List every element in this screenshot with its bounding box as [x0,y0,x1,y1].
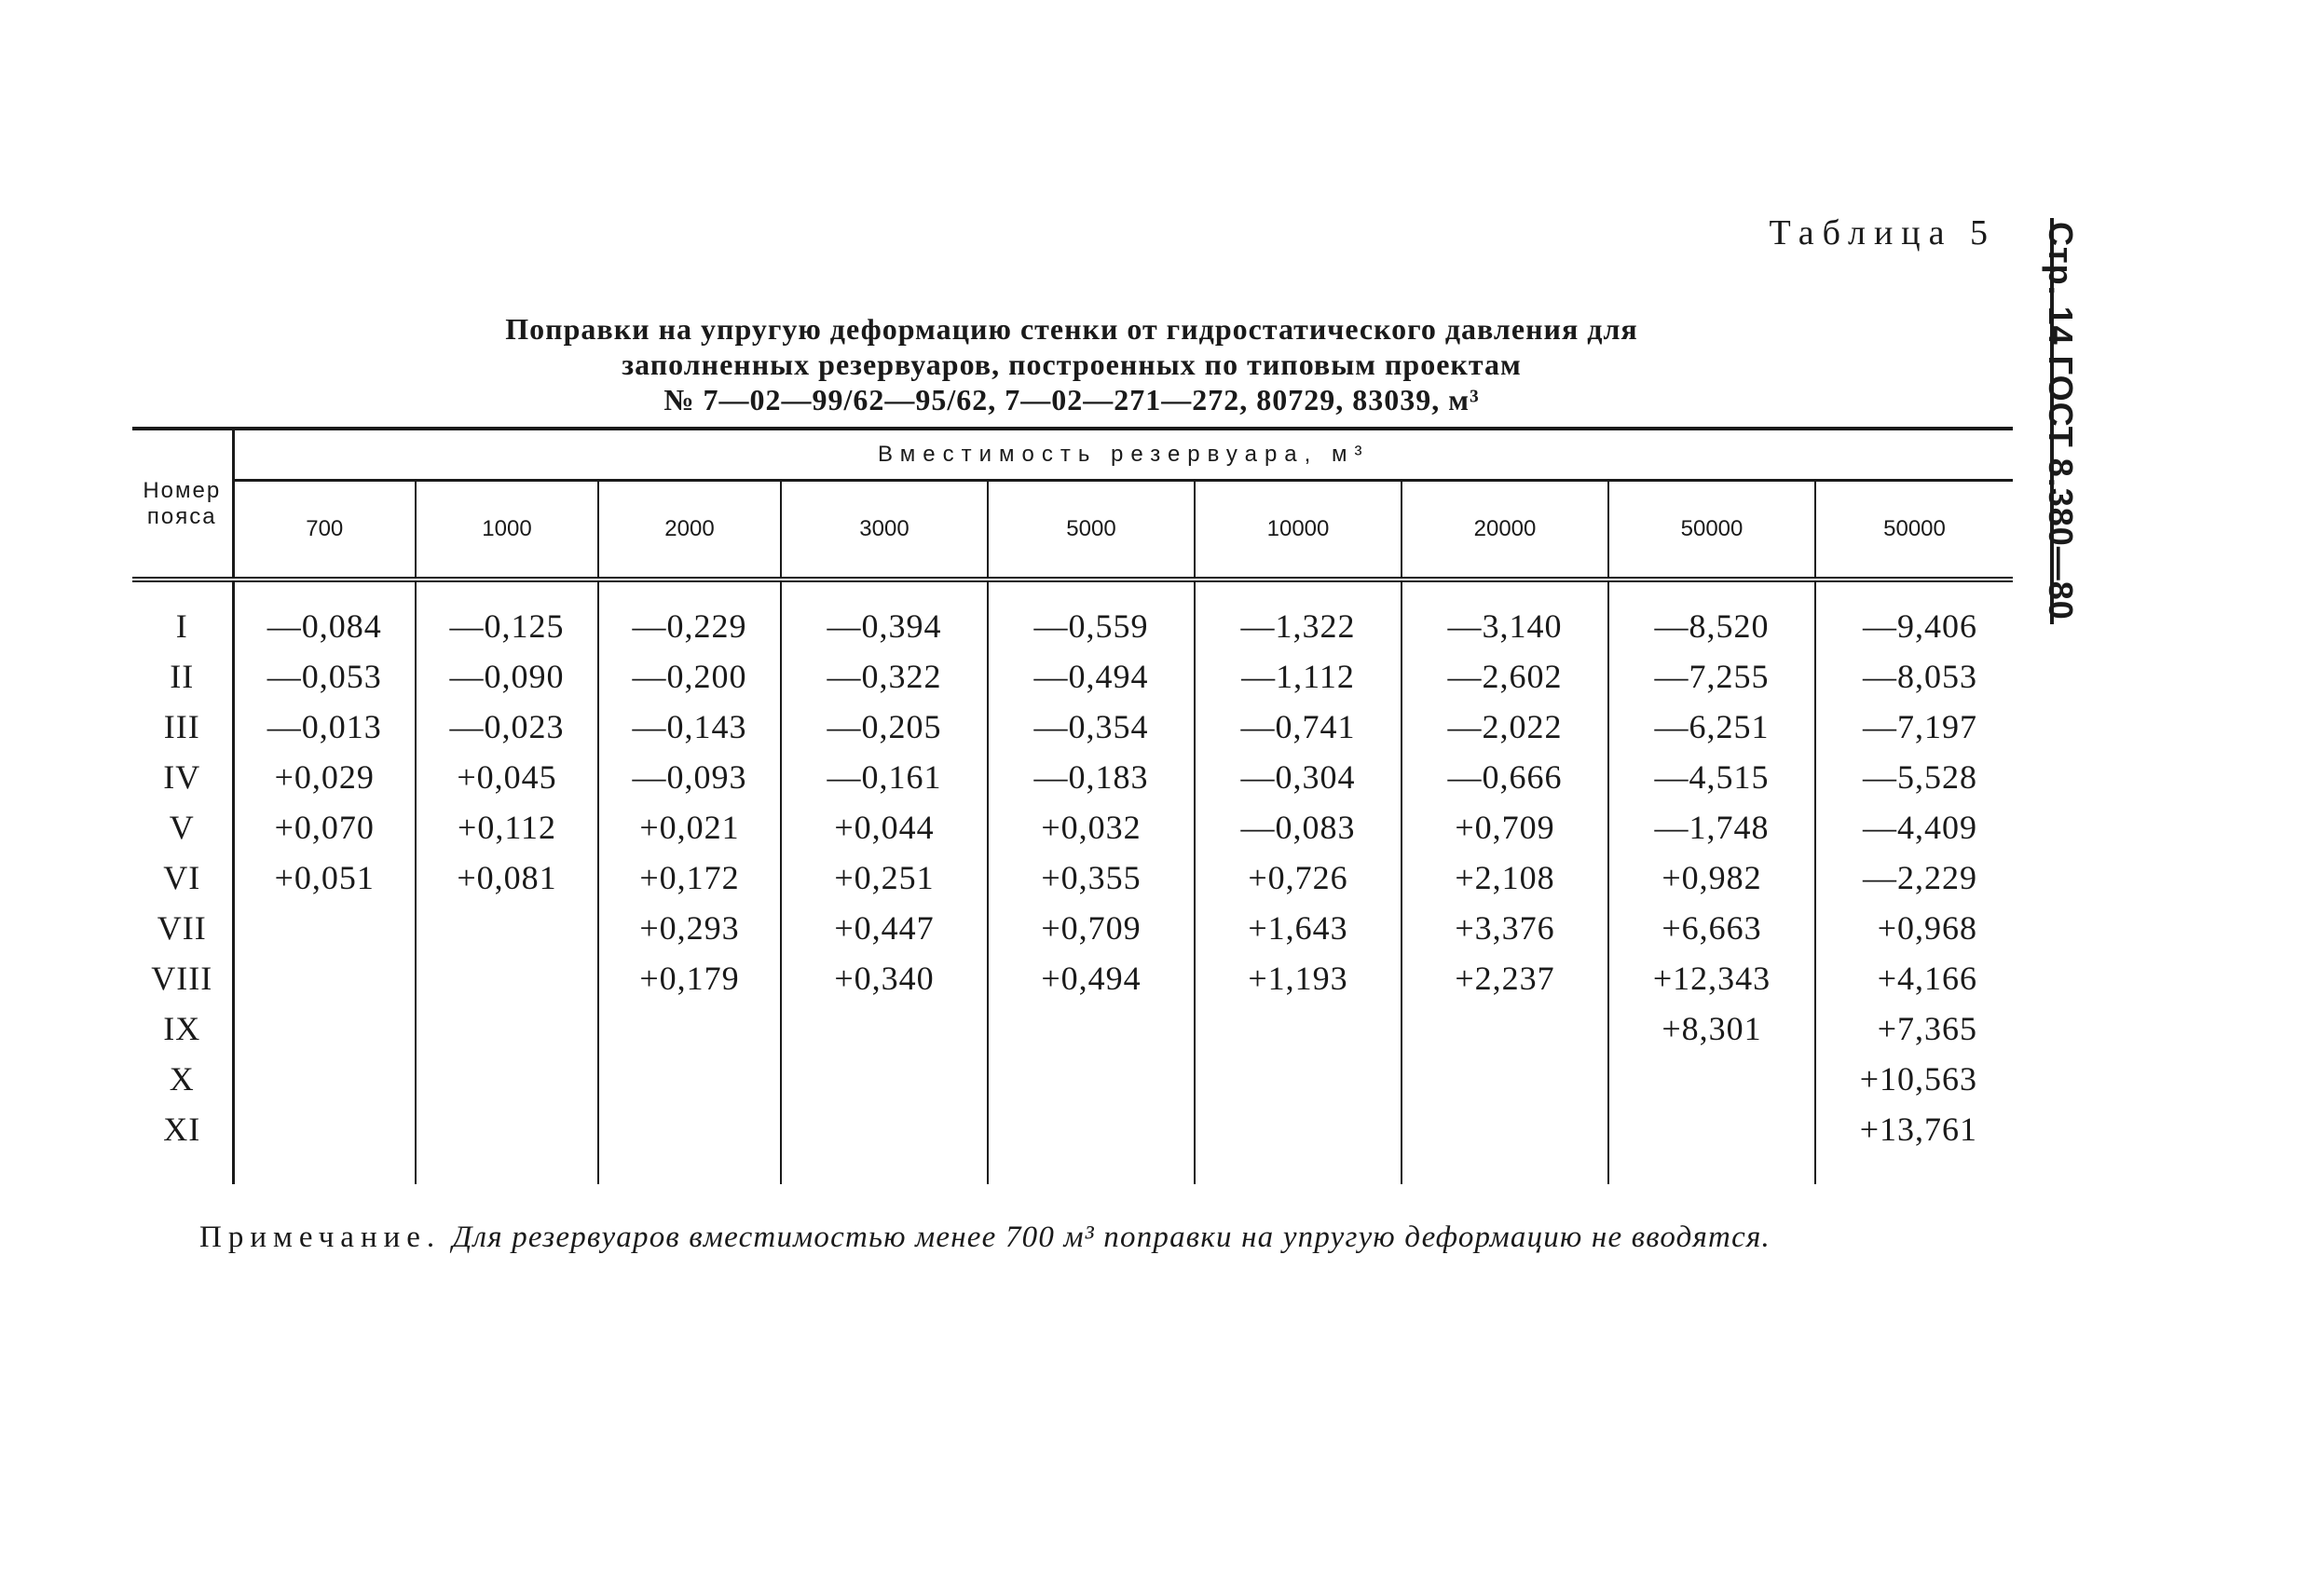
band-number: VI [132,853,233,903]
table-cell: —0,394 [781,601,988,651]
table-cell: —0,090 [416,651,598,702]
column-header: 3000 [781,481,988,580]
band-number: X [132,1054,233,1104]
table-label: Таблица 5 [1769,213,1996,252]
table-cell: —0,125 [416,601,598,651]
title-line-3: № 7—02—99/62—95/62, 7—02—271—272, 80729, 83039, м³ [663,383,1480,416]
table-cell: +0,081 [416,853,598,903]
table-cell [416,903,598,953]
table-cell [598,1003,781,1054]
table-body [132,580,2013,1184]
table-row [132,802,2013,853]
table-cell: —0,013 [233,702,416,752]
band-number: IV [132,752,233,802]
note-text: Для резервуаров вместимостью менее 700 м³ поправки на упругую деформацию не вводятся. [452,1221,1771,1254]
table-cell: +0,709 [988,903,1195,953]
table-cell [1402,1054,1608,1104]
table-cell: —1,748 [1608,802,1815,853]
column-header-row [132,481,2013,580]
tail-row [132,1154,2013,1184]
table-cell: —0,143 [598,702,781,752]
table-cell: —7,255 [1608,651,1815,702]
table-cell: +0,355 [988,853,1195,903]
table-cell: —7,197 [1815,702,2013,752]
table-cell: —0,354 [988,702,1195,752]
table-cell: —8,053 [1815,651,2013,702]
note-label: Примечание. [199,1221,442,1254]
table-cell [416,1003,598,1054]
table-cell: —2,602 [1402,651,1608,702]
table-cell [1195,1003,1402,1054]
table-cell: +0,172 [598,853,781,903]
table-cell: —1,112 [1195,651,1402,702]
table-cell: —2,229 [1815,853,2013,903]
table-cell: —0,083 [1195,802,1402,853]
band-number: VII [132,903,233,953]
table-cell: +8,301 [1608,1003,1815,1054]
table-cell: +0,494 [988,953,1195,1003]
footnote [199,1221,2007,1255]
table-cell [416,1054,598,1104]
table-cell: —0,183 [988,752,1195,802]
table-cell: +0,293 [598,903,781,953]
table-cell: +0,251 [781,853,988,903]
band-number: VIII [132,953,233,1003]
table-cell [233,1054,416,1104]
table-cell: —0,304 [1195,752,1402,802]
table-cell: +0,045 [416,752,598,802]
table-cell: +0,340 [781,953,988,1003]
table-cell: —4,409 [1815,802,2013,853]
column-header: 1000 [416,481,598,580]
table-cell: +1,643 [1195,903,1402,953]
table-cell: +0,029 [233,752,416,802]
table-cell [233,1104,416,1154]
table-cell: —0,666 [1402,752,1608,802]
table-cell: —0,200 [598,651,781,702]
table-cell: +0,112 [416,802,598,853]
table-cell: +6,663 [1608,903,1815,953]
table-cell [598,1054,781,1104]
table-cell: +0,982 [1608,853,1815,903]
table-cell: +0,032 [988,802,1195,853]
table-cell: —0,494 [988,651,1195,702]
side-header-text: Стр. 14 ГОСТ 8.380—80 [2042,222,2080,621]
table-cell [233,953,416,1003]
table-cell: +3,376 [1402,903,1608,953]
table-cell [233,1003,416,1054]
table-cell: +2,108 [1402,853,1608,903]
table-cell: +0,070 [233,802,416,853]
table-cell: —0,053 [233,651,416,702]
column-header: 5000 [988,481,1195,580]
column-header: 20000 [1402,481,1608,580]
table-cell [416,1104,598,1154]
table-cell: —6,251 [1608,702,1815,752]
title-line-2: заполненных резервуаров, построенных по типовым проектам [622,348,1522,381]
table-cell: +0,726 [1195,853,1402,903]
table-row [132,702,2013,752]
table-cell: —0,322 [781,651,988,702]
table-row [132,651,2013,702]
table-cell: +12,343 [1608,953,1815,1003]
table-row [132,1104,2013,1154]
table-cell: +0,968 [1815,903,2013,953]
column-header: 2000 [598,481,781,580]
table-cell [1402,1104,1608,1154]
table-cell: —0,741 [1195,702,1402,752]
band-number: IX [132,1003,233,1054]
table-cell: +2,237 [1402,953,1608,1003]
title-line-1: Поправки на упругую деформацию стенки от гидростатического давления для [505,312,1638,346]
table-cell [988,1054,1195,1104]
column-header: 50000 [1608,481,1815,580]
table-cell: +13,761 [1815,1104,2013,1154]
table-cell: +1,193 [1195,953,1402,1003]
table-cell: —0,205 [781,702,988,752]
column-header: 50000 [1815,481,2013,580]
table-cell: +7,365 [1815,1003,2013,1054]
table-cell: +4,166 [1815,953,2013,1003]
table-row [132,601,2013,651]
table-row [132,752,2013,802]
band-number: XI [132,1104,233,1154]
table-cell: +0,021 [598,802,781,853]
table-cell: —0,229 [598,601,781,651]
band-number: II [132,651,233,702]
table-cell: +0,709 [1402,802,1608,853]
table-cell: —2,022 [1402,702,1608,752]
table-cell: —0,084 [233,601,416,651]
table-cell: —8,520 [1608,601,1815,651]
table-cell: —0,161 [781,752,988,802]
table-cell [416,953,598,1003]
band-number: V [132,802,233,853]
table-cell: +10,563 [1815,1054,2013,1104]
table-cell [988,1003,1195,1054]
table-cell [781,1003,988,1054]
table-cell: —0,093 [598,752,781,802]
table-cell [1195,1104,1402,1154]
side-header [2039,222,2106,621]
table-cell [598,1104,781,1154]
table-cell: —0,559 [988,601,1195,651]
table-cell: +0,179 [598,953,781,1003]
table-cell [1608,1104,1815,1154]
spacer-row [132,580,2013,601]
table-row [132,853,2013,903]
table-cell [1608,1054,1815,1104]
table-cell [1195,1054,1402,1104]
band-number: III [132,702,233,752]
band-number: I [132,601,233,651]
table-cell: —3,140 [1402,601,1608,651]
table-cell: —5,528 [1815,752,2013,802]
table-cell [233,903,416,953]
group-header: Вместимость резервуара, м³ [233,429,2013,481]
table-title [373,311,1771,417]
column-header: 700 [233,481,416,580]
table-cell [781,1054,988,1104]
row-header: Номер пояса [132,429,233,580]
table-row [132,1054,2013,1104]
table-cell: +0,044 [781,802,988,853]
table-row [132,1003,2013,1054]
table-cell: —0,023 [416,702,598,752]
table-cell [1402,1003,1608,1054]
table-cell: —9,406 [1815,601,2013,651]
table-row [132,953,2013,1003]
corrections-table [132,427,2013,1184]
table-row [132,903,2013,953]
column-header: 10000 [1195,481,1402,580]
table-cell [781,1104,988,1154]
table-cell: —4,515 [1608,752,1815,802]
table-cell: +0,447 [781,903,988,953]
table-cell: —1,322 [1195,601,1402,651]
table-cell: +0,051 [233,853,416,903]
table-cell [988,1104,1195,1154]
